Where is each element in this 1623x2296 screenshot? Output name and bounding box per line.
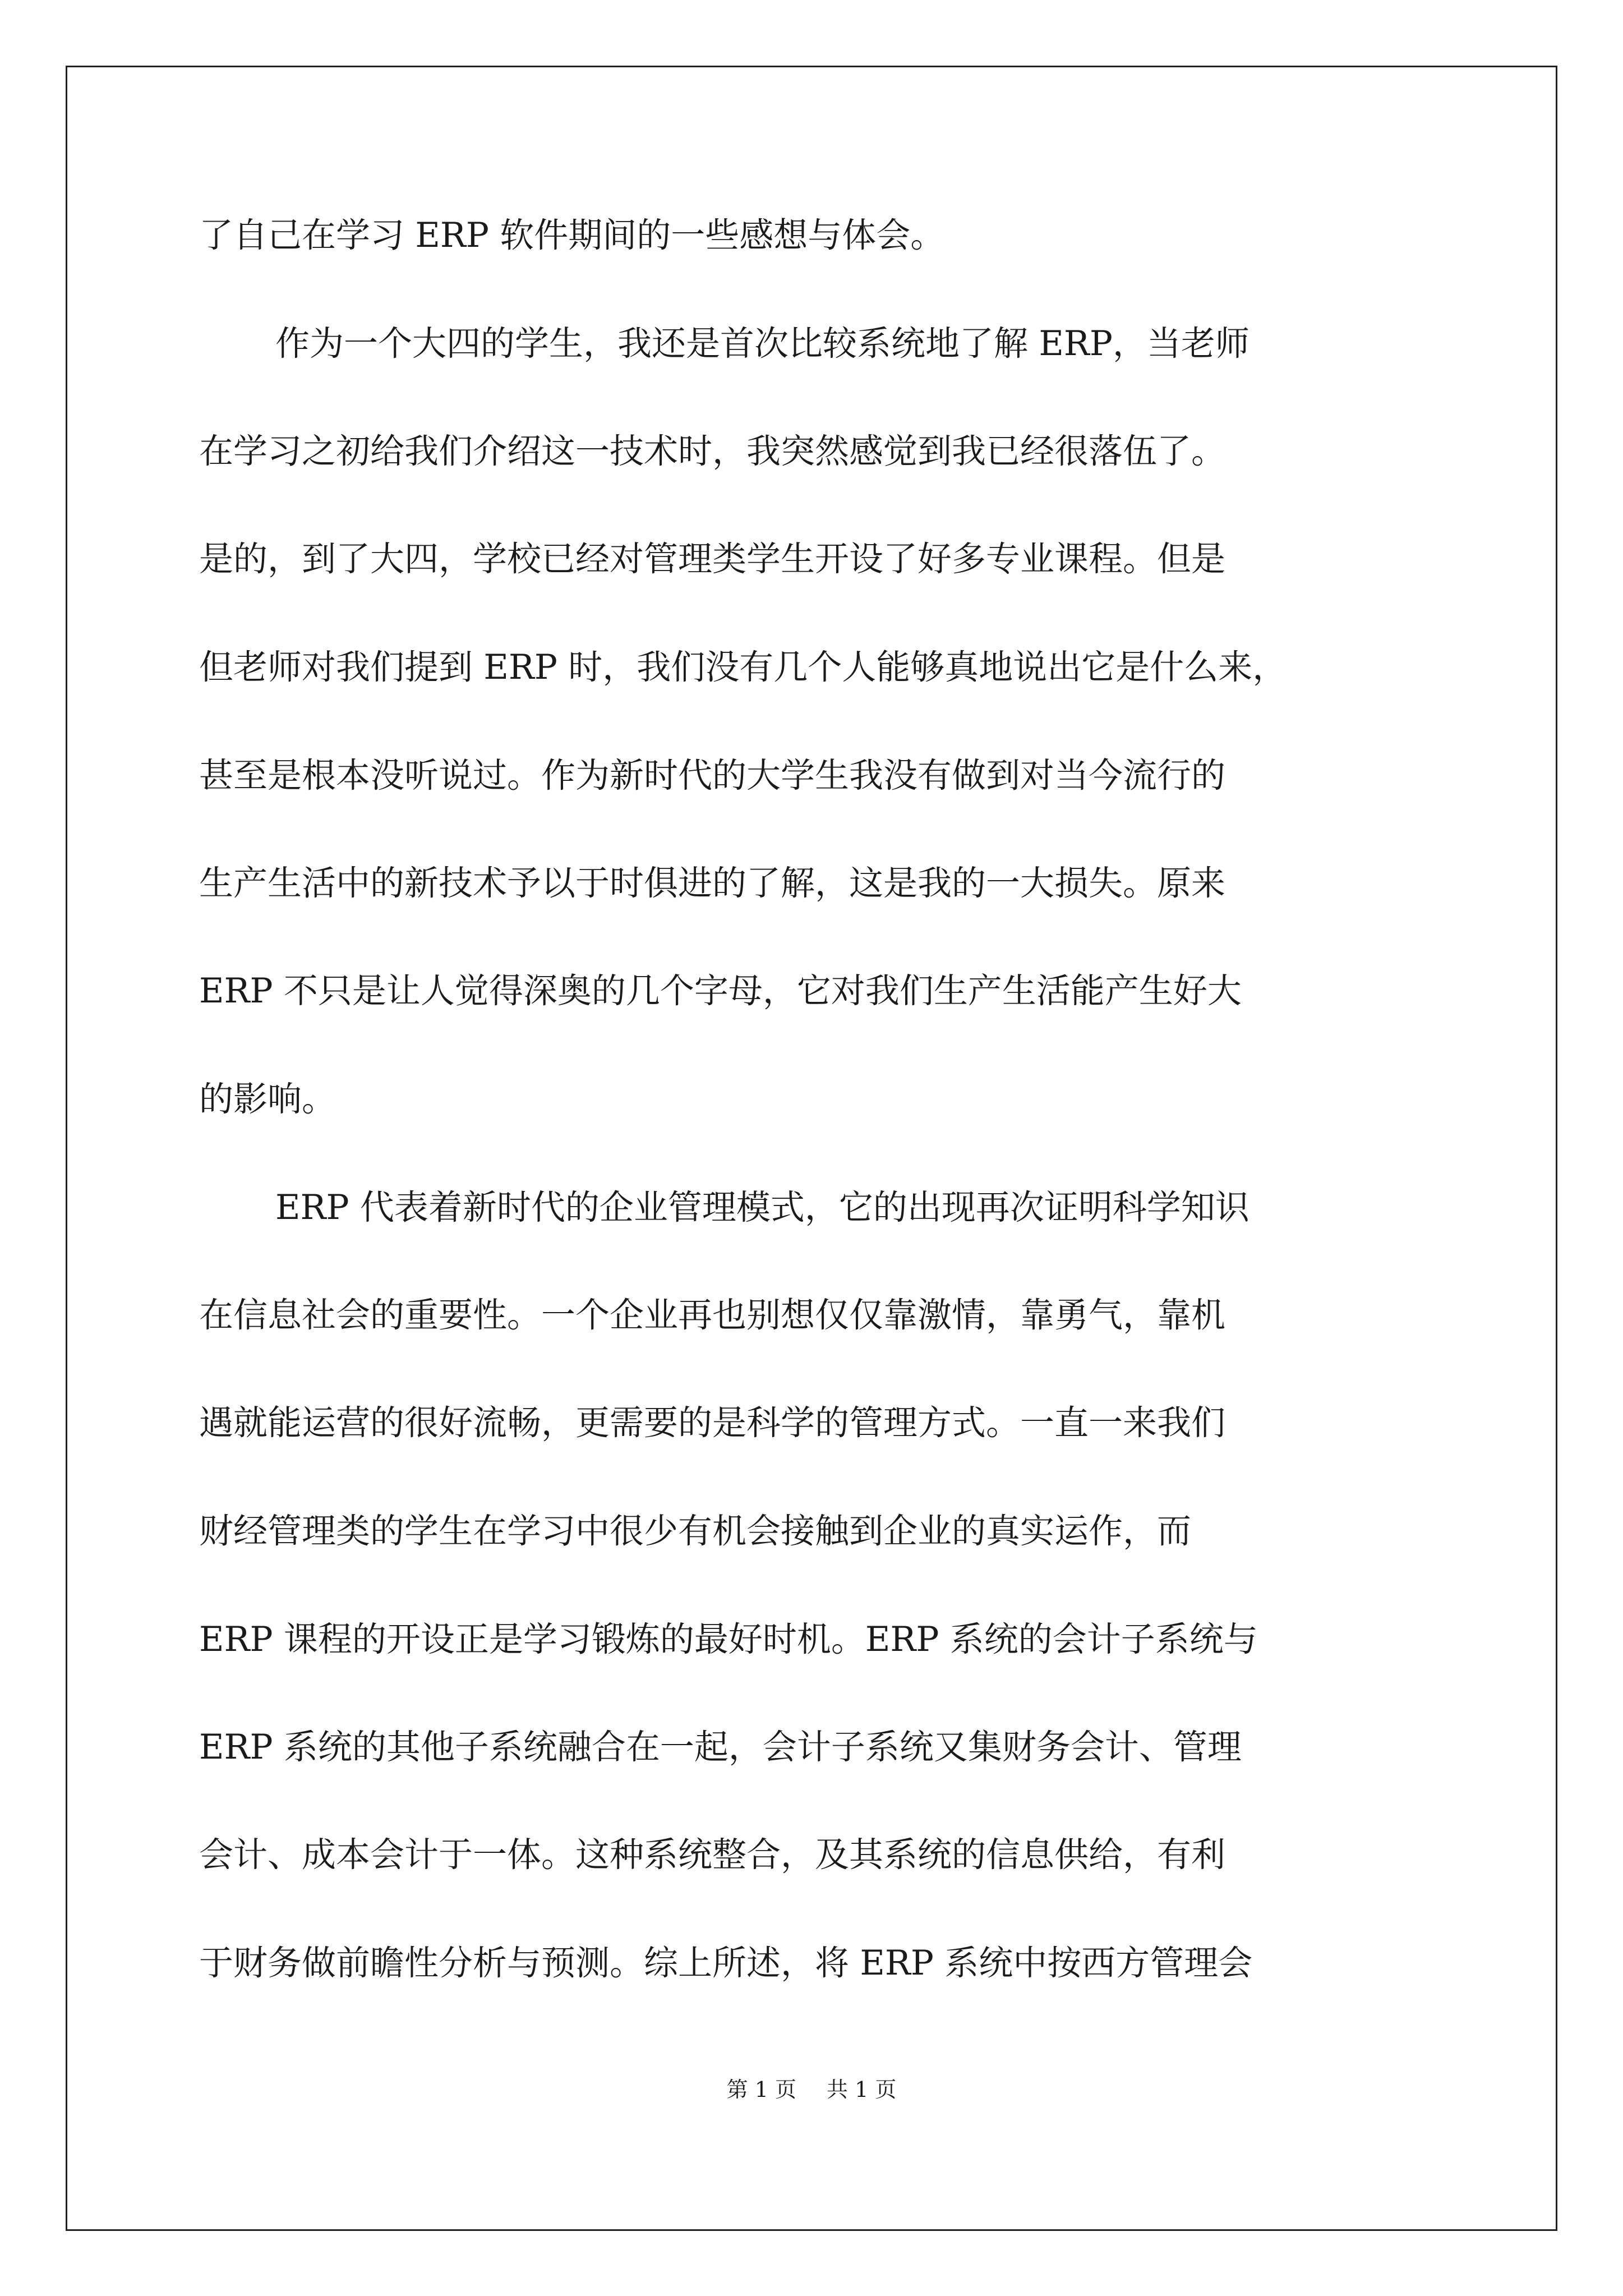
text-line: 财经管理类的学生在学习中很少有机会接触到企业的真实运作，而 bbox=[199, 1511, 1192, 1551]
text-line: 于财务做前瞻性分析与预测。综上所述，将 ERP 系统中按西方管理会 bbox=[199, 1943, 1253, 1983]
page-footer bbox=[0, 2076, 1623, 2104]
text-line: 会计、成本会计于一体。这种系统整合，及其系统的信息供给，有利 bbox=[199, 1835, 1226, 1875]
text-line: 生产生活中的新技术予以于时俱进的了解，这是我的一大损失。原来 bbox=[199, 863, 1226, 903]
text-line: ERP 课程的开设正是学习锻炼的最好时机。ERP 系统的会计子系统与 bbox=[199, 1619, 1258, 1659]
page-number: 第 1 页 bbox=[726, 2077, 796, 2102]
text-line: 的影响。 bbox=[199, 1079, 336, 1119]
text-line: 在信息社会的重要性。一个企业再也别想仅仅靠激情，靠勇气，靠机 bbox=[199, 1295, 1226, 1335]
text-line: 了自己在学习 ERP 软件期间的一些感想与体会。 bbox=[199, 215, 945, 255]
text-line: 遇就能运营的很好流畅，更需要的是科学的管理方式。一直一来我们 bbox=[199, 1403, 1226, 1443]
text-line: 在学习之初给我们介绍这一技术时，我突然感觉到我已经很落伍了。 bbox=[199, 431, 1226, 471]
page-total: 共 1 页 bbox=[827, 2077, 897, 2102]
text-line: ERP 代表着新时代的企业管理模式，它的出现再次证明科学知识 bbox=[275, 1188, 1249, 1227]
page-border bbox=[66, 66, 1557, 2231]
text-line: ERP 系统的其他子系统融合在一起，会计子系统又集财务会计、管理 bbox=[199, 1727, 1242, 1767]
text-line: ERP 不只是让人觉得深奥的几个字母，它对我们生产生活能产生好大 bbox=[199, 971, 1242, 1011]
text-line: 但老师对我们提到 ERP 时，我们没有几个人能够真地说出它是什么来， bbox=[199, 647, 1287, 687]
text-line: 甚至是根本没听说过。作为新时代的大学生我没有做到对当今流行的 bbox=[199, 756, 1226, 795]
text-line: 作为一个大四的学生，我还是首次比较系统地了解 ERP，当老师 bbox=[275, 324, 1249, 364]
text-line: 是的，到了大四，学校已经对管理类学生开设了好多专业课程。但是 bbox=[199, 539, 1226, 579]
